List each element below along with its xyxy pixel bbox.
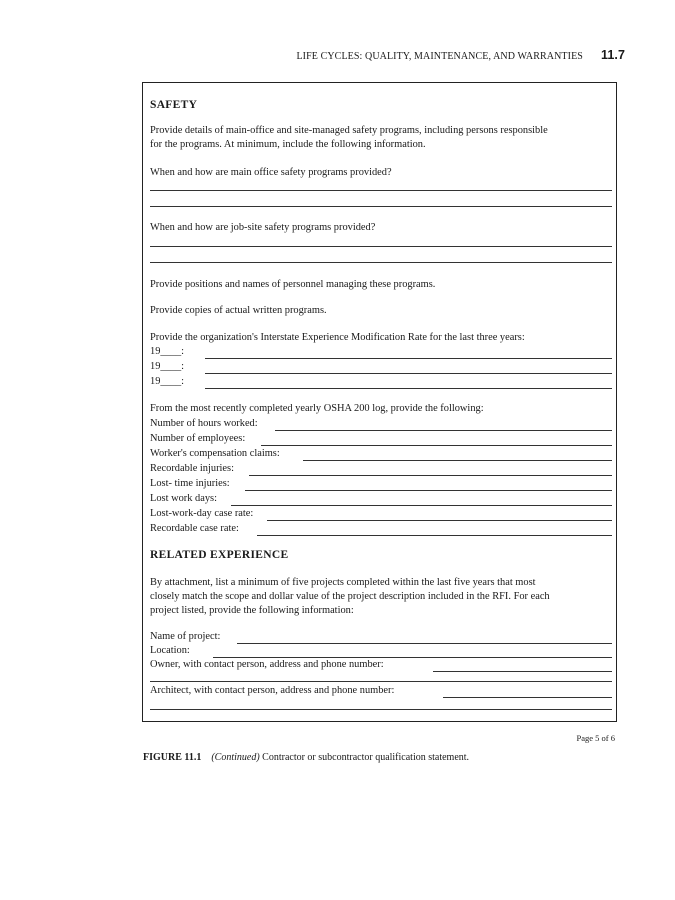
job-site-answer-line-2[interactable]	[150, 262, 612, 263]
figure-note: (Continued)	[211, 752, 260, 763]
job-site-answer-line-1[interactable]	[150, 246, 612, 247]
osha-field-label: Lost-work-day case rate:	[150, 508, 254, 519]
osha-field-label: Number of hours worked:	[150, 418, 258, 429]
osha-field-line[interactable]	[261, 445, 612, 446]
osha-field-line[interactable]	[303, 460, 612, 461]
architect-line-1[interactable]	[443, 697, 612, 698]
job-site-question: When and how are job-site safety programs provided?	[150, 222, 376, 233]
personnel-question: Provide positions and names of personnel managing these programs.	[150, 279, 436, 290]
osha-field-label: Recordable case rate:	[150, 523, 239, 534]
related-intro-line-2: closely match the scope and dollar value of the project description included in the RFI. For each	[150, 591, 550, 602]
owner-label: Owner, with contact person, address and phone number:	[150, 659, 384, 670]
osha-field-line[interactable]	[231, 505, 612, 506]
project-name-line[interactable]	[237, 643, 612, 644]
osha-field-label: Number of employees:	[150, 433, 246, 444]
location-line[interactable]	[213, 657, 612, 658]
year-row-2-label: 19____:	[150, 361, 185, 372]
osha-field-label: Recordable injuries:	[150, 463, 234, 474]
osha-intro: From the most recently completed yearly OSHA 200 log, provide the following:	[150, 403, 484, 414]
osha-field-label: Lost- time injuries:	[150, 478, 230, 489]
safety-intro-line-2: for the programs. At minimum, include the following information.	[150, 139, 426, 150]
figure-caption-text: Contractor or subcontractor qualification statement.	[262, 752, 470, 763]
osha-field-line[interactable]	[257, 535, 612, 536]
osha-field-line[interactable]	[275, 430, 612, 431]
year-row-3-label: 19____:	[150, 376, 185, 387]
year-row-3-line[interactable]	[205, 388, 612, 389]
safety-heading: SAFETY	[150, 99, 198, 111]
osha-field-line[interactable]	[267, 520, 612, 521]
running-header	[296, 48, 625, 62]
osha-field-line[interactable]	[245, 490, 612, 491]
osha-field-line[interactable]	[249, 475, 612, 476]
year-row-2-line[interactable]	[205, 373, 612, 374]
main-office-question: When and how are main office safety programs provided?	[150, 167, 392, 178]
architect-label: Architect, with contact person, address and phone number:	[150, 685, 395, 696]
owner-line-2[interactable]	[150, 681, 612, 682]
running-header-page-number: 11.7	[600, 48, 625, 62]
copies-question: Provide copies of actual written programs.	[150, 305, 327, 316]
main-office-answer-line-1[interactable]	[150, 190, 612, 191]
safety-intro-line-1: Provide details of main-office and site-managed safety programs, including persons responsible	[150, 125, 548, 136]
year-row-1-label: 19____:	[150, 346, 185, 357]
related-intro-line-1: By attachment, list a minimum of five projects completed within the last five years that most	[150, 577, 536, 588]
page-indicator: Page 5 of 6	[576, 733, 615, 743]
related-intro-line-3: project listed, provide the following information:	[150, 605, 354, 616]
running-header-title: LIFE CYCLES: QUALITY, MAINTENANCE, AND WARRANTIES	[296, 51, 583, 62]
figure-label: FIGURE 11.1	[143, 752, 202, 763]
osha-field-label: Worker's compensation claims:	[150, 448, 280, 459]
year-row-1-line[interactable]	[205, 358, 612, 359]
architect-line-2[interactable]	[150, 709, 612, 710]
location-label: Location:	[150, 645, 190, 656]
owner-line-1[interactable]	[433, 671, 612, 672]
osha-field-label: Lost work days:	[150, 493, 217, 504]
emr-question: Provide the organization's Interstate Experience Modification Rate for the last three years:	[150, 332, 525, 343]
related-experience-heading: RELATED EXPERIENCE	[150, 549, 289, 561]
figure-caption	[143, 752, 469, 763]
main-office-answer-line-2[interactable]	[150, 206, 612, 207]
project-name-label: Name of project:	[150, 631, 221, 642]
form-box	[142, 82, 617, 722]
